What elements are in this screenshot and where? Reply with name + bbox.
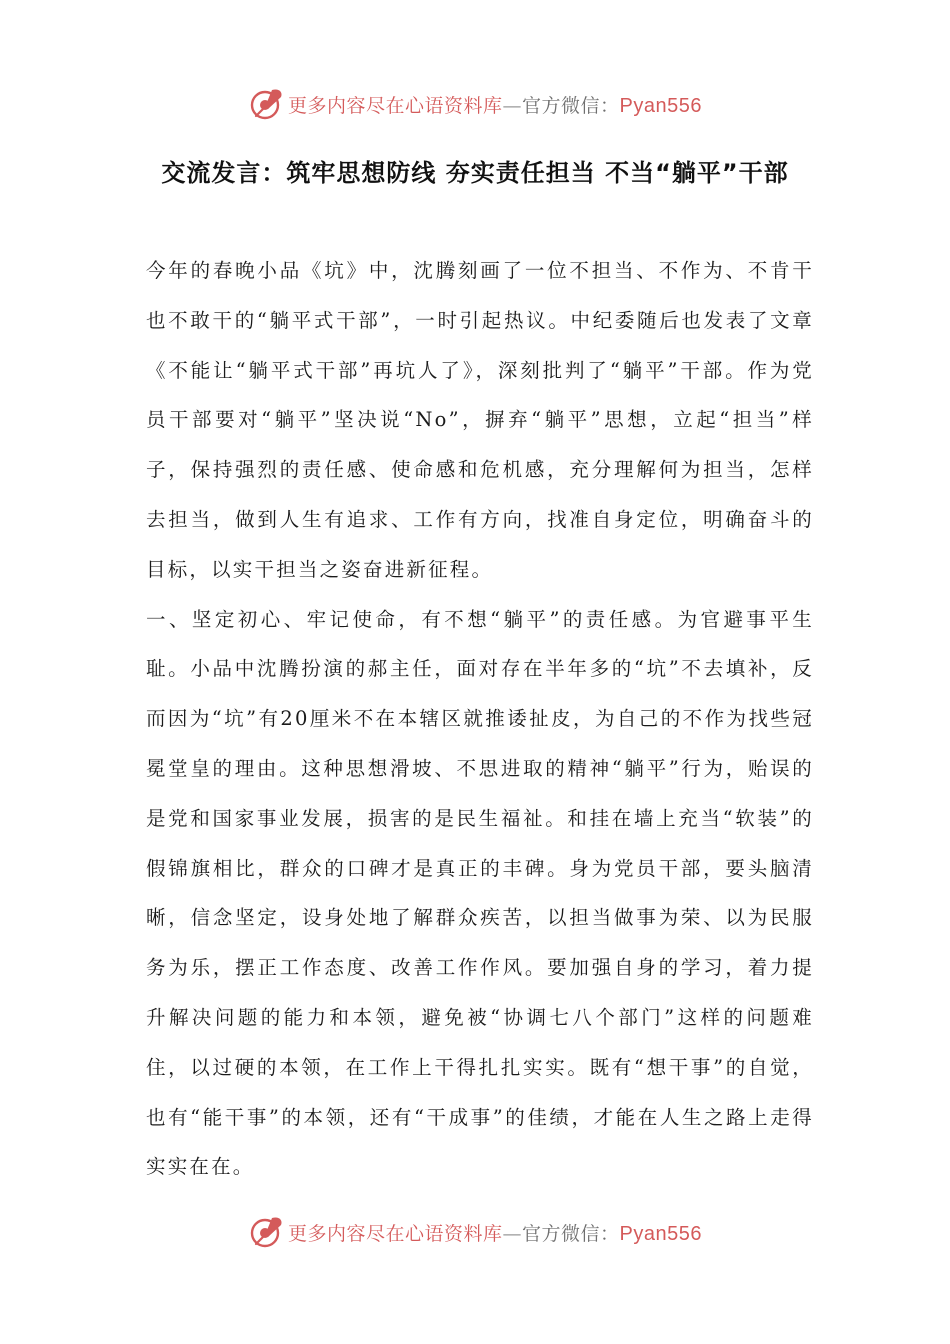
intro-paragraph: 今年的春晚小品《坑》中，沈腾刻画了一位不担当、不作为、不肯干也不敢干的“躺平式干部”，一时引起热议。中纪委随后也发表了文章《不能让“躺平式干部”再坑人了》，深刻批判了“躺平”干部。作为党员干部要对“躺平”坚决说“No”，摒弃“躺平”思想，立起“担当”样子，保持强烈的责任感、使命感和危机感，充分理解何为担当，怎样去担当，做到人生有追求、工作有方向，找准自身定位，明确奋斗的目标，以实干担当之姿奋进新征程。 (146, 259, 814, 581)
watermark-footer (0, 1212, 950, 1252)
watermark-text (288, 91, 702, 118)
quill-pen-circle-icon (248, 86, 284, 122)
watermark-separator: — (502, 1222, 523, 1245)
watermark-header (0, 84, 950, 124)
quill-pen-circle-icon (248, 1214, 284, 1250)
document-body (146, 246, 814, 1192)
watermark-wechat-id: Pyan556 (619, 94, 702, 117)
watermark-text (288, 1219, 702, 1246)
watermark-wechat-id: Pyan556 (619, 1222, 702, 1245)
watermark-brand: 更多内容尽在心语资料库 (288, 1222, 503, 1245)
watermark-separator: — (502, 94, 523, 117)
document-title: 交流发言：筑牢思想防线 夯实责任担当 不当“躺平”干部 (161, 159, 789, 187)
section-one-paragraph: 一、坚定初心、牢记使命，有不想“躺平”的责任感。为官避事平生耻。小品中沈腾扮演的郝主任，面对存在半年多的“坑”不去填补，反而因为“坑”有20厘米不在本辖区就推诿扯皮，为自己的不作为找些冠冕堂皇的理由。这种思想滑坡、不思进取的精神“躺平”行为，贻误的是党和国家事业发展，损害的是民生福祉。和挂在墙上充当“软装”的假锦旗相比，群众的口碑才是真正的丰碑。身为党员干部，要头脑清晰，信念坚定，设身处地了解群众疾苦，以担当做事为荣、以为民服务为乐，摆正工作态度、改善工作作风。要加强自身的学习，着力提升解决问题的能力和本领，避免被“协调七八个部门”这样的问题难住，以过硬的本领，在工作上干得扎扎实实。既有“想干事”的自觉，也有“能干事”的本领，还有“干成事”的佳绩，才能在人生之路上走得实实在在。 (146, 607, 814, 1179)
watermark-label: 官方微信： (522, 1222, 620, 1245)
watermark-label: 官方微信： (522, 94, 620, 117)
watermark-brand: 更多内容尽在心语资料库 (288, 94, 503, 117)
